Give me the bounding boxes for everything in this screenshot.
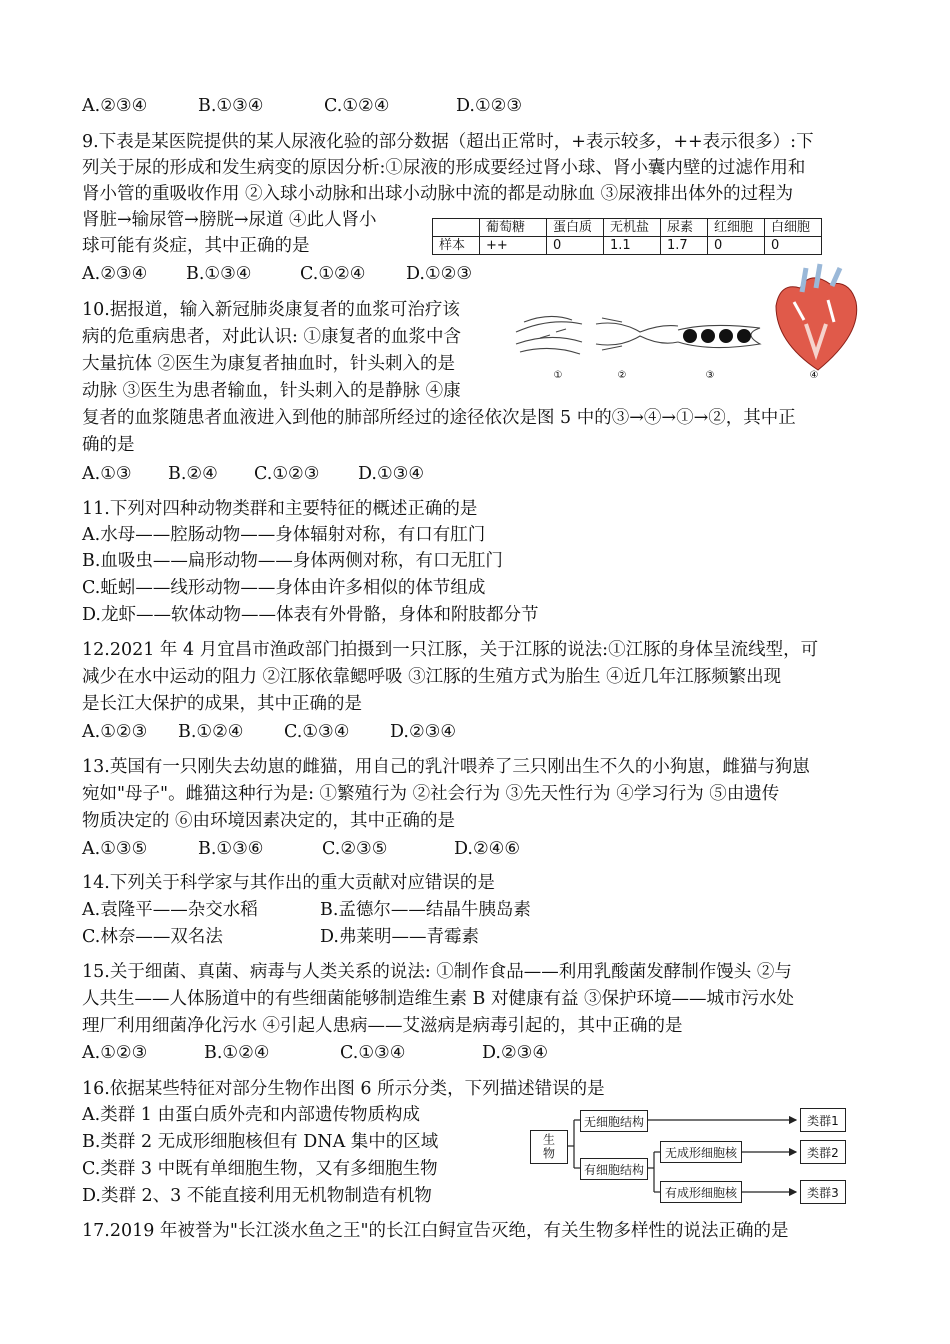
q10-option-d: D.①③④: [358, 464, 425, 484]
table-header-cell: 白细胞: [765, 219, 822, 237]
q14-option-d: D.弗莱明——青霉素: [320, 927, 479, 947]
q15-line-2: 人共生——人体肠道中的有些细菌能够制造维生素 B 对健康有益 ③保护环境——城市污水处: [82, 989, 795, 1009]
q9-line-5: 球可能有炎症，其中正确的是: [82, 236, 310, 256]
q13-option-c: C.②③⑤: [322, 839, 388, 859]
q8-option-a: A.②③④: [82, 96, 148, 116]
q15-line-1: 15.关于细菌、真菌、病毒与人类关系的说法: ①制作食品——利用乳酸菌发酵制作馒头 ②与: [82, 962, 792, 982]
q10-line-6: 确的是: [82, 435, 135, 455]
table-cell: 0: [547, 237, 604, 255]
q15-line-3: 理厂利用细菌净化污水 ④引起人患病——艾滋病是病毒引起的，其中正确的是: [82, 1016, 683, 1036]
diagram-group-2-box: 类群2: [800, 1140, 846, 1164]
q12-option-c: C.①③④: [284, 722, 350, 742]
diagram-no-nucleus-box: 无成形细胞核: [660, 1141, 742, 1163]
q12-options: [82, 720, 456, 744]
q13-line-3: 物质决定的 ⑥由环境因素决定的，其中正确的是: [82, 811, 456, 831]
q9-line-4: 肾脏→输尿管→膀胱→尿道 ④此人肾小: [82, 210, 377, 230]
figure-label-3: ③: [705, 370, 715, 381]
q13-line-2: 宛如"母子"。雌猫这种行为是: ①繁殖行为 ②社会行为 ③先天性行为 ④学习行为 ⑤由遗传: [82, 784, 780, 804]
table-header-cell: 葡萄糖: [480, 219, 547, 237]
classification-diagram: [530, 1104, 850, 1204]
q11-title: 11.下列对四种动物类群和主要特征的概述正确的是: [82, 499, 478, 519]
q10-line-2: 病的危重病患者，对此认识: ①康复者的血浆中含: [82, 327, 461, 347]
q9-line-3: 肾小管的重吸收作用 ②入球小动脉和出球小动脉中流的都是动脉血 ③尿液排出体外的过程为: [82, 184, 794, 204]
q8-option-c: C.①②④: [324, 96, 390, 116]
diagram-root-box: 生物: [530, 1130, 568, 1164]
figure-label-1: ①: [553, 370, 563, 381]
table-row: [433, 237, 822, 255]
blood-vessel-figure: [510, 262, 870, 384]
q16-option-a: A.类群 1 由蛋白质外壳和内部遗传物质构成: [82, 1105, 420, 1125]
q15-option-a: A.①②③: [82, 1043, 148, 1063]
q8-option-d: D.①②③: [456, 96, 523, 116]
figure-label-4: ④: [809, 370, 819, 381]
q15-options: [82, 1041, 548, 1065]
q9-option-a: A.②③④: [82, 264, 148, 284]
table-cell: ++: [480, 237, 547, 255]
q16-option-c: C.类群 3 中既有单细胞生物，又有多细胞生物: [82, 1159, 438, 1179]
q12-line-3: 是长江大保护的成果，其中正确的是: [82, 694, 362, 714]
q13-option-a: A.①③⑤: [82, 839, 148, 859]
vessel-diagram-1: [516, 316, 582, 354]
q12-option-b: B.①②④: [178, 722, 244, 742]
q13-option-b: B.①③⑥: [198, 839, 264, 859]
q14-options-row-2: [82, 925, 479, 949]
table-header-cell: 尿素: [661, 219, 708, 237]
q10-line-4: 动脉 ③医生为患者输血，针头刺入的是静脉 ④康: [82, 381, 461, 401]
q8-options: [82, 94, 522, 118]
q9-option-d: D.①②③: [406, 264, 473, 284]
q11-option-c: C.蚯蚓——线形动物——身体由许多相似的体节组成: [82, 578, 486, 598]
q8-option-b: B.①③④: [198, 96, 264, 116]
table-cell: 1.1: [604, 237, 661, 255]
q9-option-c: C.①②④: [300, 264, 366, 284]
q12-option-a: A.①②③: [82, 722, 148, 742]
diagram-no-cell-box: 无细胞结构: [580, 1110, 648, 1132]
table-header-cell: [433, 219, 480, 237]
figure-label-2: ②: [617, 370, 627, 381]
q10-line-1: 10.据报道，输入新冠肺炎康复者的血浆可治疗该: [82, 300, 460, 320]
q9-options: [82, 262, 472, 286]
q11-option-b: B.血吸虫——扁形动物——身体两侧对称，有口无肛门: [82, 551, 503, 571]
q15-option-d: D.②③④: [482, 1043, 549, 1063]
q11-option-d: D.龙虾——软体动物——体表有外骨骼，身体和附肢都分节: [82, 605, 539, 625]
diagram-group-1-box: 类群1: [800, 1108, 846, 1132]
table-header-cell: 蛋白质: [547, 219, 604, 237]
urine-test-table: [432, 218, 822, 255]
diagram-group-3-box: 类群3: [800, 1180, 846, 1204]
table-header-row: [433, 219, 822, 237]
q10-line-3: 大量抗体 ②医生为康复者抽血时，针头刺入的是: [82, 354, 456, 374]
table-cell: 1.7: [661, 237, 708, 255]
table-header-cell: 无机盐: [604, 219, 661, 237]
q13-option-d: D.②④⑥: [454, 839, 521, 859]
q16-option-b: B.类群 2 无成形细胞核但有 DNA 集中的区域: [82, 1132, 439, 1152]
q10-option-a: A.①③: [82, 464, 132, 484]
heart-diagram: [776, 264, 857, 370]
q17-title: 17.2019 年被誉为"长江淡水鱼之王"的长江白鲟宣告灭绝，有关生物多样性的说法正确的是: [82, 1221, 789, 1241]
q14-options-row-1: [82, 898, 531, 922]
q12-line-1: 12.2021 年 4 月宜昌市渔政部门拍摄到一只江豚，关于江豚的说法:①江豚的身体呈流线型，可: [82, 640, 819, 660]
q15-option-b: B.①②④: [204, 1043, 270, 1063]
q9-line-2: 列关于尿的形成和发生病变的原因分析:①尿液的形成要经过肾小球、肾小囊内壁的过滤作用和: [82, 158, 806, 178]
q14-option-c: C.林奈——双名法: [82, 927, 223, 947]
q12-line-2: 减少在水中运动的阻力 ②江豚依靠鳃呼吸 ③江豚的生殖方式为胎生 ④近几年江豚频繁出现: [82, 667, 782, 687]
q15-option-c: C.①③④: [340, 1043, 406, 1063]
q10-option-c: C.①②③: [254, 464, 320, 484]
q9-line-1: 9.下表是某医院提供的某人尿液化验的部分数据（超出正常时，+表示较多，++表示很多）:下: [82, 132, 814, 152]
q14-option-a: A.袁隆平——杂交水稻: [82, 900, 258, 920]
diagram-has-nucleus-box: 有成形细胞核: [660, 1181, 742, 1203]
table-cell: 0: [765, 237, 822, 255]
q14-option-b: B.孟德尔——结晶牛胰岛素: [320, 900, 531, 920]
q16-option-d: D.类群 2、3 不能直接利用无机物制造有机物: [82, 1186, 432, 1206]
q13-options: [82, 837, 520, 861]
q10-options: [82, 462, 424, 486]
table-cell: 样本: [433, 237, 480, 255]
q12-option-d: D.②③④: [390, 722, 457, 742]
table-cell: 0: [708, 237, 765, 255]
q10-line-5: 复者的血浆随患者血液进入到他的肺部所经过的途径依次是图 5 中的③→④→①→②，其中正: [82, 408, 796, 428]
q13-line-1: 13.英国有一只刚失去幼崽的雌猫，用自己的乳汁喂养了三只刚出生不久的小狗崽，雌猫与狗崽: [82, 757, 810, 777]
table-header-cell: 红细胞: [708, 219, 765, 237]
q9-option-b: B.①③④: [186, 264, 252, 284]
q10-option-b: B.②④: [168, 464, 218, 484]
q16-title: 16.依据某些特征对部分生物作出图 6 所示分类，下列描述错误的是: [82, 1079, 605, 1099]
vessel-diagram-2: [596, 318, 678, 350]
q11-option-a: A.水母——腔肠动物——身体辐射对称，有口有肛门: [82, 525, 486, 545]
vessel-diagram-3: [678, 325, 760, 347]
diagram-has-cell-box: 有细胞结构: [580, 1158, 648, 1180]
q14-title: 14.下列关于科学家与其作出的重大贡献对应错误的是: [82, 873, 495, 893]
